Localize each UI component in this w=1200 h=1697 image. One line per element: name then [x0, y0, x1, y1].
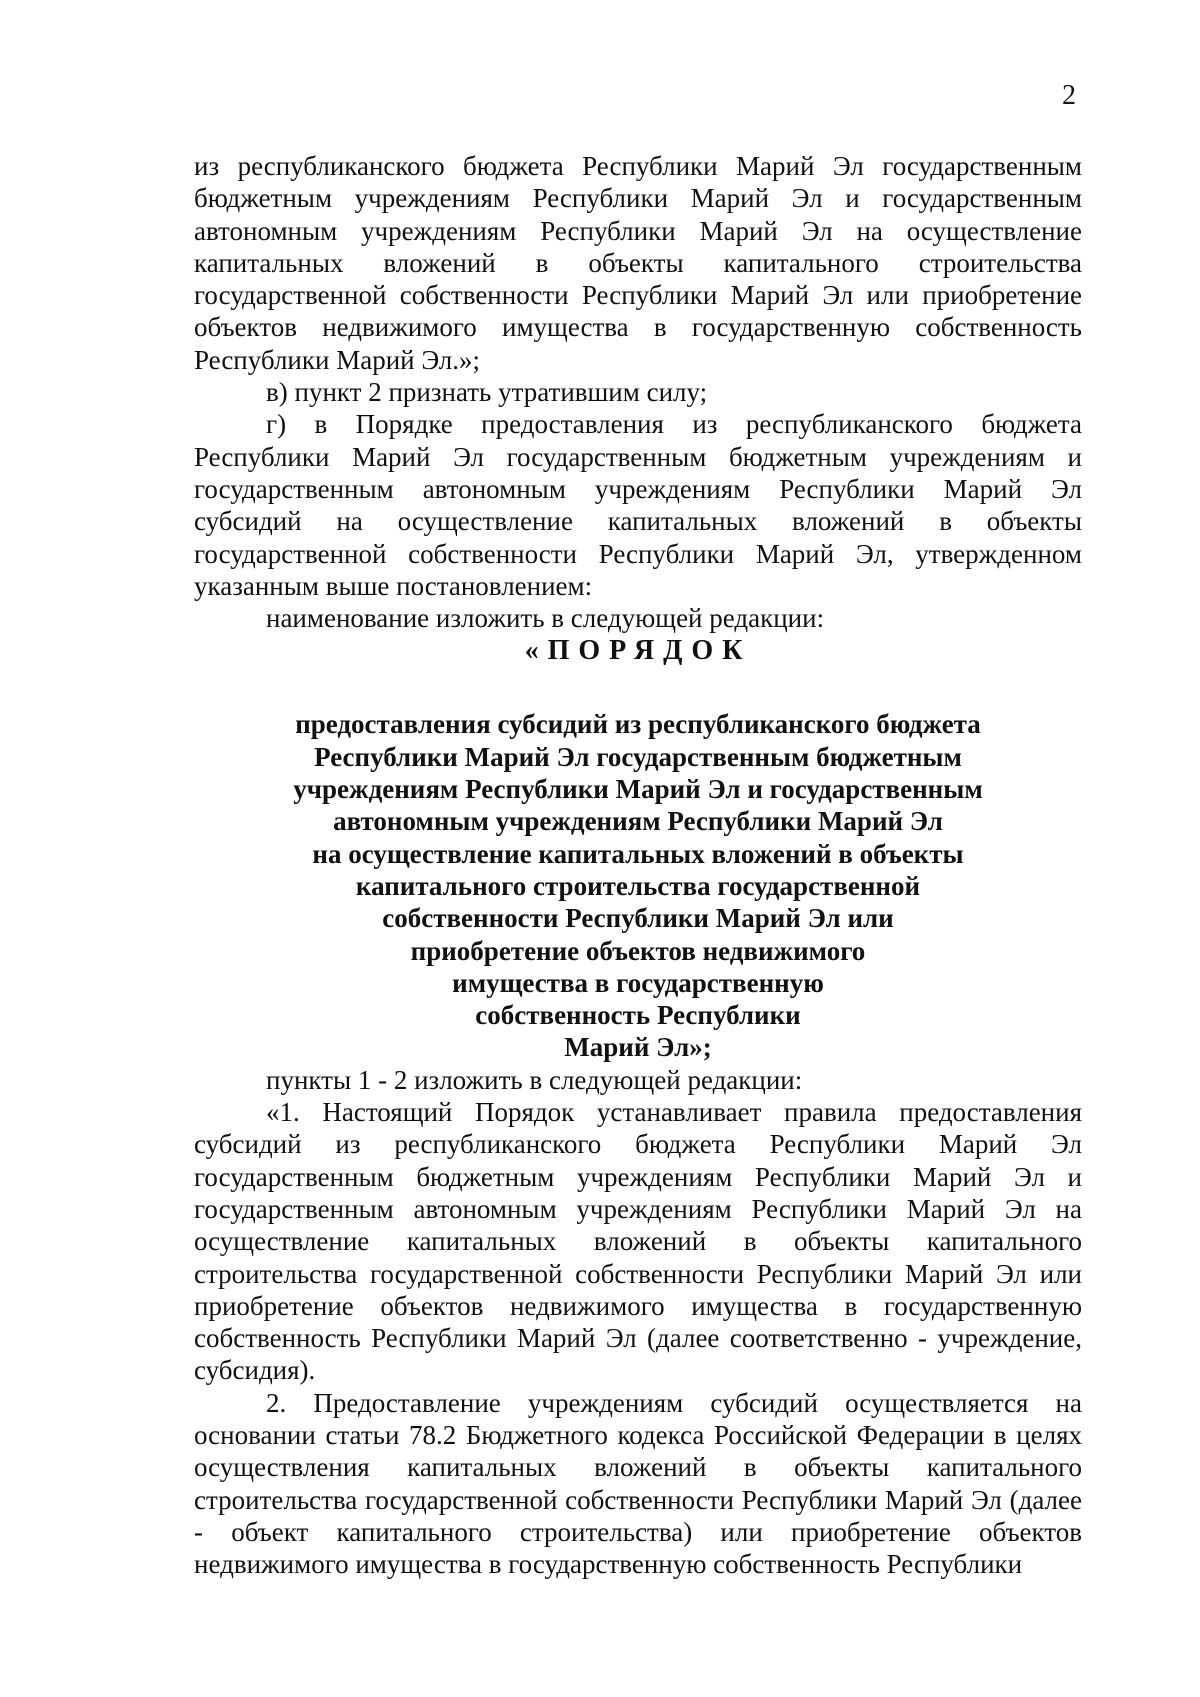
heading-line: капитального строительства государственной — [355, 870, 921, 901]
item-v-paragraph: в) пункт 2 признать утратившим силу; — [266, 377, 708, 408]
heading-line: собственности Республики Марий Эл или — [382, 903, 894, 934]
point-2-paragraph: 2. Предоставление учреждениям субсидий осуществляется на основании статьи 78.2 Бюджетного кодекса Российской Федерации в целях осуществления капитальных вложений в объекты капитального строительства государственной собственности Республики Марий Эл (далее - объект капитального строительства) или приобретение объектов недвижимого имущества в государственную собственность Республики — [194, 1387, 1082, 1580]
item-g-paragraph: г) в Порядке предоставления из республиканского бюджета Республики Марий Эл государственным бюджетным учреждениям и государственным автономным учреждениям Республики Марий Эл субсидий на осуществление капитальных вложений в объекты государственной собственности Республики Марий Эл, утвержденном указанным выше постановлением: — [194, 409, 1082, 601]
heading-line: приобретение объектов недвижимого — [410, 935, 866, 966]
document-body — [194, 150, 1082, 1580]
point-1-paragraph: «1. Настоящий Порядок устанавливает правила предоставления субсидий из республиканского бюджета Республики Марий Эл государственным бюджетным учреждениям Республики Марий Эл и государственным автономным учреждениям Республики Марий Эл на осуществление капитальных вложений в объекты капитального строительства государственной собственности Республики Марий Эл или приобретение объектов недвижимого имущества в государственную собственность Республики Марий Эл (далее соответственно - учреждение, субсидия). — [194, 1097, 1082, 1386]
heading-line: имущества в государственную — [452, 967, 824, 998]
page-number: 2 — [1062, 80, 1076, 111]
heading-line: автономным учреждениям Республики Марий Эл — [333, 806, 943, 837]
heading-line: учреждениям Республики Марий Эл и государственным — [293, 774, 983, 805]
intro-paragraph: из республиканского бюджета Республики Марий Эл государственным бюджетным учреждениям Республики Марий Эл и государственным автономным учреждениям Республики Марий Эл на осуществление капитальных вложений в объекты капитального строительства государственной собственности Республики Марий Эл или приобретение объектов недвижимого имущества в государственную собственность Республики Марий Эл.»; — [194, 151, 1082, 375]
heading-line: Республики Марий Эл государственным бюджетным — [314, 741, 962, 772]
heading-line: собственность Республики — [475, 1000, 801, 1031]
points-instruction: пункты 1 - 2 изложить в следующей редакции: — [266, 1064, 803, 1095]
order-heading-title: «ПОРЯДОК — [524, 635, 752, 667]
heading-line: на осуществление капитальных вложений в объекты — [312, 838, 964, 869]
name-instruction: наименование изложить в следующей редакции: — [266, 603, 825, 634]
order-heading-body — [194, 708, 1082, 1063]
heading-line: Марий Эл»; — [564, 1032, 712, 1063]
heading-line: предоставления субсидий из республиканского бюджета — [295, 709, 981, 740]
